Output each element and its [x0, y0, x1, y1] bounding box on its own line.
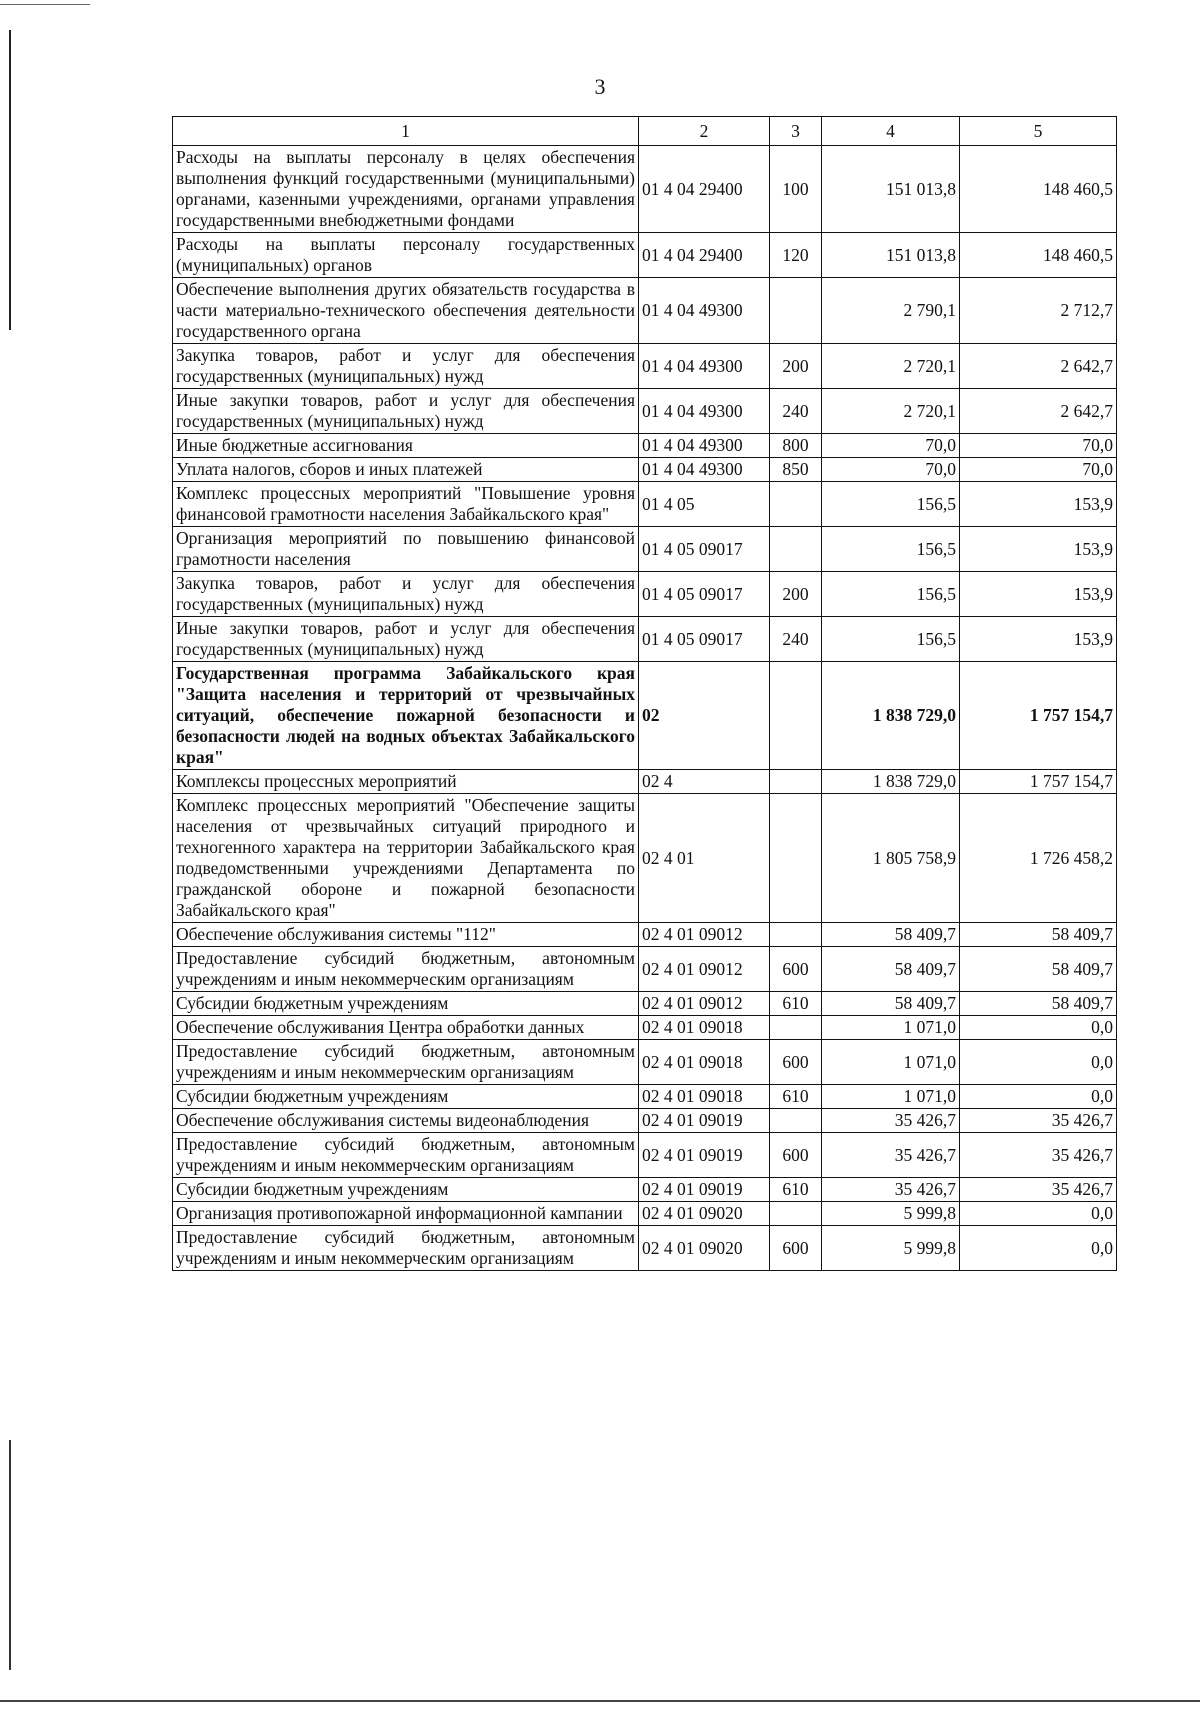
row-value-year2: 35 426,7 [960, 1109, 1117, 1133]
table-row [173, 233, 1117, 278]
row-code: 01 4 04 29400 [639, 233, 770, 278]
row-name: Расходы на выплаты персоналу государственных (муниципальных) органов [173, 233, 639, 278]
row-value-year1: 58 409,7 [822, 992, 960, 1016]
row-code: 01 4 05 09017 [639, 617, 770, 662]
row-name: Субсидии бюджетным учреждениям [173, 1178, 639, 1202]
page-number: 3 [594, 74, 606, 99]
row-expense-type: 600 [770, 1133, 822, 1178]
row-value-year2: 153,9 [960, 572, 1117, 617]
row-code: 01 4 04 49300 [639, 278, 770, 344]
row-code: 01 4 05 [639, 482, 770, 527]
table-row [173, 1226, 1117, 1271]
table-row [173, 617, 1117, 662]
row-code: 02 4 01 09018 [639, 1085, 770, 1109]
row-value-year2: 35 426,7 [960, 1178, 1117, 1202]
row-value-year1: 1 071,0 [822, 1016, 960, 1040]
row-value-year2: 153,9 [960, 482, 1117, 527]
header-col-1: 1 [173, 117, 639, 146]
table-row [173, 482, 1117, 527]
row-value-year2: 58 409,7 [960, 947, 1117, 992]
budget-table [172, 116, 1117, 1271]
row-name: Комплексы процессных мероприятий [173, 770, 639, 794]
row-value-year1: 1 805 758,9 [822, 794, 960, 923]
row-value-year1: 58 409,7 [822, 923, 960, 947]
table-row [173, 770, 1117, 794]
table-row [173, 527, 1117, 572]
row-value-year1: 156,5 [822, 482, 960, 527]
row-value-year1: 156,5 [822, 527, 960, 572]
row-value-year1: 151 013,8 [822, 146, 960, 233]
row-value-year2: 58 409,7 [960, 992, 1117, 1016]
row-name: Иные закупки товаров, работ и услуг для обеспечения государственных (муниципальных) нужд [173, 617, 639, 662]
row-expense-type [770, 794, 822, 923]
row-name: Расходы на выплаты персоналу в целях обеспечения выполнения функций государственными (муниципальными) органами, казенными учреждениями, органами управления государственными внебюджетными фондами [173, 146, 639, 233]
row-expense-type: 100 [770, 146, 822, 233]
row-name: Комплекс процессных мероприятий "Обеспечение защиты населения от чрезвычайных ситуаций природного и техногенного характера на территории Забайкальского края подведомственными учреждениями Департамента по гражданской обороне и пожарной безопасности Забайкальского края" [173, 794, 639, 923]
row-value-year2: 35 426,7 [960, 1133, 1117, 1178]
row-value-year1: 156,5 [822, 572, 960, 617]
scan-edge-top [0, 4, 90, 5]
row-value-year1: 2 720,1 [822, 344, 960, 389]
row-code: 01 4 04 49300 [639, 389, 770, 434]
row-expense-type [770, 278, 822, 344]
row-code: 02 4 01 09019 [639, 1178, 770, 1202]
row-value-year2: 70,0 [960, 458, 1117, 482]
row-name: Обеспечение обслуживания системы видеонаблюдения [173, 1109, 639, 1133]
table-row [173, 1016, 1117, 1040]
row-code: 02 4 [639, 770, 770, 794]
table-row [173, 146, 1117, 233]
table-row [173, 1085, 1117, 1109]
row-expense-type: 600 [770, 947, 822, 992]
row-value-year2: 1 757 154,7 [960, 662, 1117, 770]
row-value-year2: 153,9 [960, 527, 1117, 572]
row-code: 02 4 01 09012 [639, 923, 770, 947]
row-value-year2: 0,0 [960, 1226, 1117, 1271]
row-expense-type [770, 527, 822, 572]
scan-edge-bottom [0, 1700, 1200, 1702]
row-name: Иные закупки товаров, работ и услуг для обеспечения государственных (муниципальных) нужд [173, 389, 639, 434]
header-col-4: 4 [822, 117, 960, 146]
row-expense-type: 240 [770, 617, 822, 662]
row-code: 02 [639, 662, 770, 770]
row-expense-type: 120 [770, 233, 822, 278]
row-name: Субсидии бюджетным учреждениям [173, 992, 639, 1016]
table-row [173, 1133, 1117, 1178]
row-code: 02 4 01 09020 [639, 1202, 770, 1226]
row-expense-type [770, 1109, 822, 1133]
table-header-row [173, 117, 1117, 146]
row-expense-type: 200 [770, 344, 822, 389]
table-row [173, 794, 1117, 923]
row-value-year1: 5 999,8 [822, 1202, 960, 1226]
row-value-year2: 1 757 154,7 [960, 770, 1117, 794]
row-expense-type: 610 [770, 992, 822, 1016]
row-name: Предоставление субсидий бюджетным, автономным учреждениям и иным некоммерческим организациям [173, 1133, 639, 1178]
table-row [173, 344, 1117, 389]
row-name: Предоставление субсидий бюджетным, автономным учреждениям и иным некоммерческим организациям [173, 1040, 639, 1085]
table-row [173, 1178, 1117, 1202]
row-expense-type [770, 662, 822, 770]
row-value-year2: 153,9 [960, 617, 1117, 662]
row-expense-type: 600 [770, 1226, 822, 1271]
row-value-year2: 0,0 [960, 1202, 1117, 1226]
row-code: 01 4 05 09017 [639, 572, 770, 617]
row-expense-type: 800 [770, 434, 822, 458]
row-expense-type [770, 923, 822, 947]
row-expense-type [770, 482, 822, 527]
row-value-year2: 0,0 [960, 1016, 1117, 1040]
table-row [173, 1109, 1117, 1133]
table-row [173, 434, 1117, 458]
row-value-year1: 1 838 729,0 [822, 770, 960, 794]
row-name: Обеспечение обслуживания системы "112" [173, 923, 639, 947]
table-row [173, 1040, 1117, 1085]
row-value-year2: 70,0 [960, 434, 1117, 458]
row-value-year1: 2 790,1 [822, 278, 960, 344]
row-value-year1: 58 409,7 [822, 947, 960, 992]
row-expense-type: 200 [770, 572, 822, 617]
row-value-year2: 2 642,7 [960, 344, 1117, 389]
row-value-year2: 0,0 [960, 1040, 1117, 1085]
row-name: Обеспечение обслуживания Центра обработки данных [173, 1016, 639, 1040]
row-name: Организация мероприятий по повышению финансовой грамотности населения [173, 527, 639, 572]
table-row [173, 923, 1117, 947]
row-value-year1: 1 071,0 [822, 1040, 960, 1085]
row-value-year1: 70,0 [822, 434, 960, 458]
row-name: Предоставление субсидий бюджетным, автономным учреждениям и иным некоммерческим организациям [173, 1226, 639, 1271]
row-name: Организация противопожарной информационной кампании [173, 1202, 639, 1226]
row-expense-type: 610 [770, 1085, 822, 1109]
header-col-2: 2 [639, 117, 770, 146]
row-value-year1: 156,5 [822, 617, 960, 662]
row-name: Иные бюджетные ассигнования [173, 434, 639, 458]
row-code: 01 4 04 49300 [639, 434, 770, 458]
table-row [173, 1202, 1117, 1226]
table-row [173, 458, 1117, 482]
table-row [173, 992, 1117, 1016]
row-expense-type: 240 [770, 389, 822, 434]
row-value-year2: 1 726 458,2 [960, 794, 1117, 923]
row-code: 02 4 01 09018 [639, 1016, 770, 1040]
row-value-year1: 35 426,7 [822, 1178, 960, 1202]
row-code: 01 4 04 49300 [639, 458, 770, 482]
table-row [173, 389, 1117, 434]
row-name: Обеспечение выполнения других обязательств государства в части материально-технического обеспечения деятельности государственного органа [173, 278, 639, 344]
row-expense-type: 850 [770, 458, 822, 482]
row-expense-type [770, 1202, 822, 1226]
table-row [173, 662, 1117, 770]
row-name: Закупка товаров, работ и услуг для обеспечения государственных (муниципальных) нужд [173, 344, 639, 389]
header-col-3: 3 [770, 117, 822, 146]
row-expense-type: 600 [770, 1040, 822, 1085]
table-row [173, 947, 1117, 992]
row-code: 01 4 05 09017 [639, 527, 770, 572]
row-code: 01 4 04 29400 [639, 146, 770, 233]
row-code: 02 4 01 09018 [639, 1040, 770, 1085]
row-code: 02 4 01 [639, 794, 770, 923]
row-expense-type [770, 770, 822, 794]
row-code: 01 4 04 49300 [639, 344, 770, 389]
row-code: 02 4 01 09012 [639, 947, 770, 992]
row-value-year1: 70,0 [822, 458, 960, 482]
row-code: 02 4 01 09012 [639, 992, 770, 1016]
row-value-year1: 2 720,1 [822, 389, 960, 434]
row-value-year1: 35 426,7 [822, 1109, 960, 1133]
row-name: Уплата налогов, сборов и иных платежей [173, 458, 639, 482]
scan-edge-left-lower [9, 1440, 11, 1670]
row-expense-type: 610 [770, 1178, 822, 1202]
row-value-year1: 1 071,0 [822, 1085, 960, 1109]
row-value-year2: 2 712,7 [960, 278, 1117, 344]
row-name: Закупка товаров, работ и услуг для обеспечения государственных (муниципальных) нужд [173, 572, 639, 617]
row-code: 02 4 01 09020 [639, 1226, 770, 1271]
table-row [173, 572, 1117, 617]
row-value-year2: 0,0 [960, 1085, 1117, 1109]
row-value-year1: 5 999,8 [822, 1226, 960, 1271]
row-value-year1: 151 013,8 [822, 233, 960, 278]
row-name: Государственная программа Забайкальского края "Защита населения и территорий от чрезвычайных ситуаций, обеспечение пожарной безопасности и безопасности людей на водных объектах Забайкальского края" [173, 662, 639, 770]
row-value-year2: 148 460,5 [960, 146, 1117, 233]
row-name: Комплекс процессных мероприятий "Повышение уровня финансовой грамотности населения Забайкальского края" [173, 482, 639, 527]
row-value-year1: 35 426,7 [822, 1133, 960, 1178]
row-name: Субсидии бюджетным учреждениям [173, 1085, 639, 1109]
row-code: 02 4 01 09019 [639, 1109, 770, 1133]
row-value-year2: 2 642,7 [960, 389, 1117, 434]
row-value-year1: 1 838 729,0 [822, 662, 960, 770]
row-value-year2: 148 460,5 [960, 233, 1117, 278]
header-col-5: 5 [960, 117, 1117, 146]
row-value-year2: 58 409,7 [960, 923, 1117, 947]
table-row [173, 278, 1117, 344]
row-expense-type [770, 1016, 822, 1040]
row-name: Предоставление субсидий бюджетным, автономным учреждениям и иным некоммерческим организациям [173, 947, 639, 992]
row-code: 02 4 01 09019 [639, 1133, 770, 1178]
